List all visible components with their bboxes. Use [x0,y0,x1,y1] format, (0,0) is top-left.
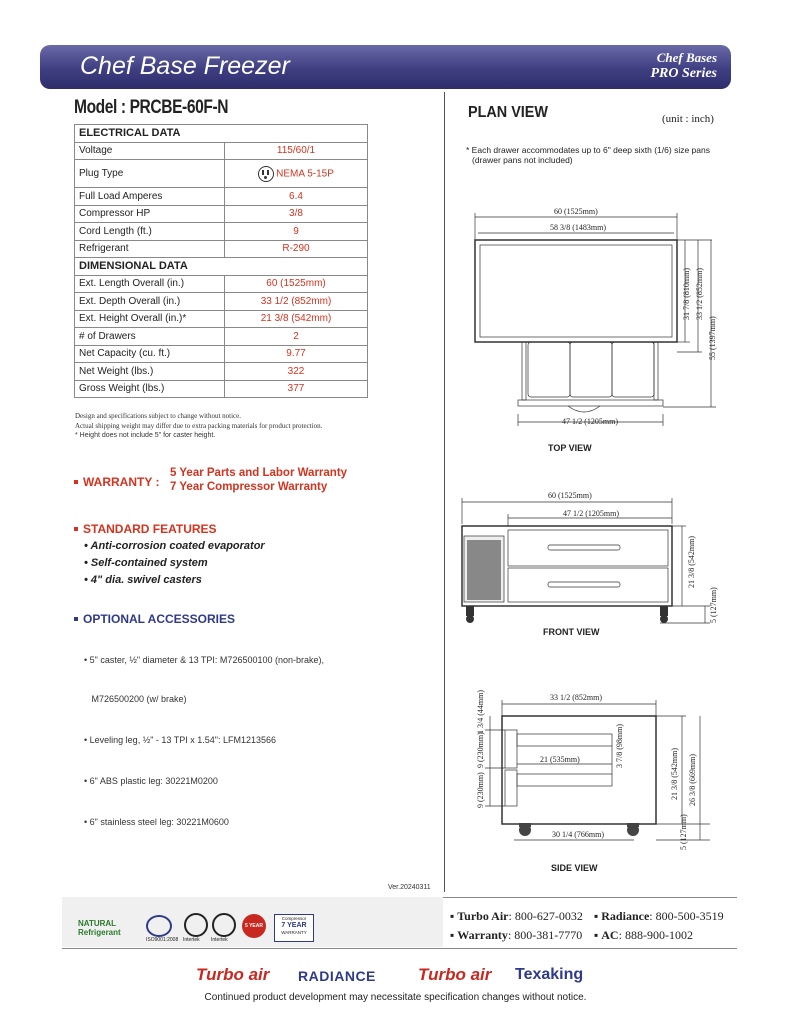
spec-value: 2 [225,328,368,346]
standard-features-heading [74,520,217,538]
contact-phone: 800-500-3519 [655,909,724,923]
certification-logos [62,897,443,947]
natural-text: NATURAL [78,919,117,928]
dim-label: 21 3/8 (542mm) [687,536,696,588]
note-line: Actual shipping weight may differ due to extra packing materials for product protection. [75,422,323,430]
dim-label: 21 3/8 (542mm) [670,748,679,800]
dim-label: 31 7/8 (810mm) [682,268,691,320]
spec-value: 322 [225,363,368,381]
feature-list [84,538,265,589]
bullet-square-icon [74,527,78,531]
contact-phone: 888-900-1002 [624,928,693,942]
contact-name: Turbo Air [457,909,509,923]
plug-type-cell [225,160,368,188]
list-item: • 4" dia. swivel casters [84,574,202,586]
dim-label: 55 (1397mm) [708,316,717,360]
warranty-label: WARRANTY : [83,475,160,489]
footer-disclaimer: Continued product development may necessitate specification changes without notice. [204,992,587,1003]
spec-value: NEMA 5-15P [276,168,334,180]
spec-label: Ext. Height Overall (in.)* [75,310,225,328]
spec-notes [75,411,322,441]
page-title: Chef Base Freezer [80,52,290,80]
badge-line: Compressor [281,916,307,921]
spec-value: R-290 [225,240,368,258]
turbo-air-logo-1: Turbo air [196,965,270,984]
contact-warranty: ▪ Warranty: 800-381-7770 [450,928,583,942]
spec-label: Full Load Amperes [75,188,225,206]
spec-label: Net Capacity (cu. ft.) [75,345,225,363]
electrical-title: ELECTRICAL DATA [75,125,368,143]
refrigerant-text: Refrigerant [78,928,121,937]
list-item: M726500200 (w/ brake) [84,694,187,704]
list-item: • Leveling leg, ½" - 13 TPI x 1.54": LFM1213566 [84,735,276,745]
series-line-1: Chef Bases [656,50,717,65]
radiance-logo: RADIANCE [298,968,376,984]
side-view-drawing [450,690,740,850]
accessory-list [84,628,324,842]
etl-sanitation-icon [212,913,236,937]
spec-value: 377 [225,380,368,398]
list-item: • 5" caster, ½" diameter & 13 TPI: M726500100 (non-brake), [84,655,325,665]
dim-label: 60 (1525mm) [554,207,598,216]
dim-label: 26 3/8 (669mm) [688,754,697,806]
spec-label: Cord Length (ft.) [75,223,225,241]
plan-note-line-1: * Each drawer accommodates up to 6" deep sixth (1/6) size pans [466,145,710,155]
spec-label: Refrigerant [75,240,225,258]
compressor-7yr-badge [274,914,314,942]
contact-name: Radiance [601,909,650,923]
contact-radiance: ▪ Radiance: 800-500-3519 [594,909,724,923]
contact-turbo-air: ▪ Turbo Air: 800-627-0032 [450,909,583,923]
dim-label: 33 1/2 (852mm) [695,268,704,320]
dim-label: 58 3/8 (1483mm) [550,223,606,232]
front-view-caption: FRONT VIEW [543,627,600,637]
iso-cert-icon [146,915,172,937]
side-view-caption: SIDE VIEW [551,863,598,873]
list-item: • Anti-corrosion coated evaporator [84,540,265,552]
top-view-caption: TOP VIEW [548,443,592,453]
optional-accessories-title: OPTIONAL ACCESSORIES [83,612,236,626]
spec-label: Gross Weight (lbs.) [75,380,225,398]
spec-table [74,124,368,398]
header-banner [40,45,731,89]
spec-label: Compressor HP [75,205,225,223]
warranty-line-1: 5 Year Parts and Labor Warranty [170,467,348,479]
texaking-logo: Texaking [515,966,584,983]
spec-value: 115/60/1 [225,142,368,160]
spec-label: Ext. Length Overall (in.) [75,275,225,293]
version-label: Ver.20240311 [388,884,431,891]
standard-features-title: STANDARD FEATURES [83,522,217,536]
spec-value: 21 3/8 (542mm) [225,310,368,328]
bullet-square-icon [74,480,78,484]
intertek-label: Intertek [211,937,228,943]
warranty-text [170,466,347,494]
contact-name: Warranty [457,928,508,942]
plug-icon [258,166,274,182]
dim-label: 21 (535mm) [540,755,580,764]
plan-note [466,145,710,165]
note-line: * Height does not include 5" for caster height. [75,432,216,439]
spec-label: # of Drawers [75,328,225,346]
contact-phone: 800-381-7770 [514,928,583,942]
dim-label: 47 1/2 (1205mm) [563,509,619,518]
dimensional-title: DIMENSIONAL DATA [75,258,368,276]
spec-value: 3/8 [225,205,368,223]
bullet-square-icon [74,617,78,621]
badge-line: 7 YEAR [281,922,307,929]
spec-value: 33 1/2 (852mm) [225,293,368,311]
spec-value: 6.4 [225,188,368,206]
spec-label: Plug Type [75,160,225,188]
top-view-drawing [450,200,740,460]
spec-label: Ext. Depth Overall (in.) [75,293,225,311]
note-line: Design and specifications subject to change without notice. [75,412,242,420]
spec-label: Voltage [75,142,225,160]
dim-label: 9 (230mm) [476,732,485,768]
contact-phone: 800-627-0032 [514,909,583,923]
contact-name: AC [601,928,619,942]
dim-label: 30 1/4 (766mm) [552,830,604,839]
plan-note-line-2: (drawer pans not included) [472,155,573,165]
plan-view-title: PLAN VIEW [468,104,549,121]
optional-accessories-heading [74,610,235,628]
list-item: • 6" stainless steel leg: 30221M0600 [84,817,229,827]
list-item: • Self-contained system [84,557,208,569]
warranty-section [74,473,159,491]
warranty-line-2: 7 Year Compressor Warranty [170,481,328,493]
contact-ac: ▪ AC: 888-900-1002 [594,928,693,942]
spec-value: 9.77 [225,345,368,363]
dim-label: 5 (127mm) [679,814,688,850]
dim-label: 9 (230mm) [476,772,485,808]
warranty-5yr-badge: 5 YEAR [242,914,266,938]
list-item: • 6" ABS plastic leg: 30221M0200 [84,776,218,786]
natural-refrigerant-logo [78,919,121,937]
dim-label: 1 3/4 (44mm) [476,690,485,734]
dim-label: 5 (127mm) [709,587,718,623]
badge-line: WARRANTY [281,930,307,935]
spec-value: 9 [225,223,368,241]
iso-label: ISO9001:2008 [146,937,179,943]
etl-listed-icon [184,913,208,937]
dim-label: 33 1/2 (852mm) [550,693,602,702]
dim-label: 3 7/8 (98mm) [615,724,624,768]
model-number: Model : PRCBE-60F-N [74,97,229,118]
column-divider [444,92,445,892]
front-view-drawing [450,488,740,628]
spec-label: Net Weight (lbs.) [75,363,225,381]
turbo-air-logo-2: Turbo air [418,965,492,984]
dim-label: 60 (1525mm) [548,491,592,500]
intertek-label: Intertek [183,937,200,943]
dim-label: 47 1/2 (1205mm) [562,417,618,426]
series-line-2: PRO Series [650,66,717,81]
unit-label: (unit : inch) [662,113,714,125]
spec-value: 60 (1525mm) [225,275,368,293]
